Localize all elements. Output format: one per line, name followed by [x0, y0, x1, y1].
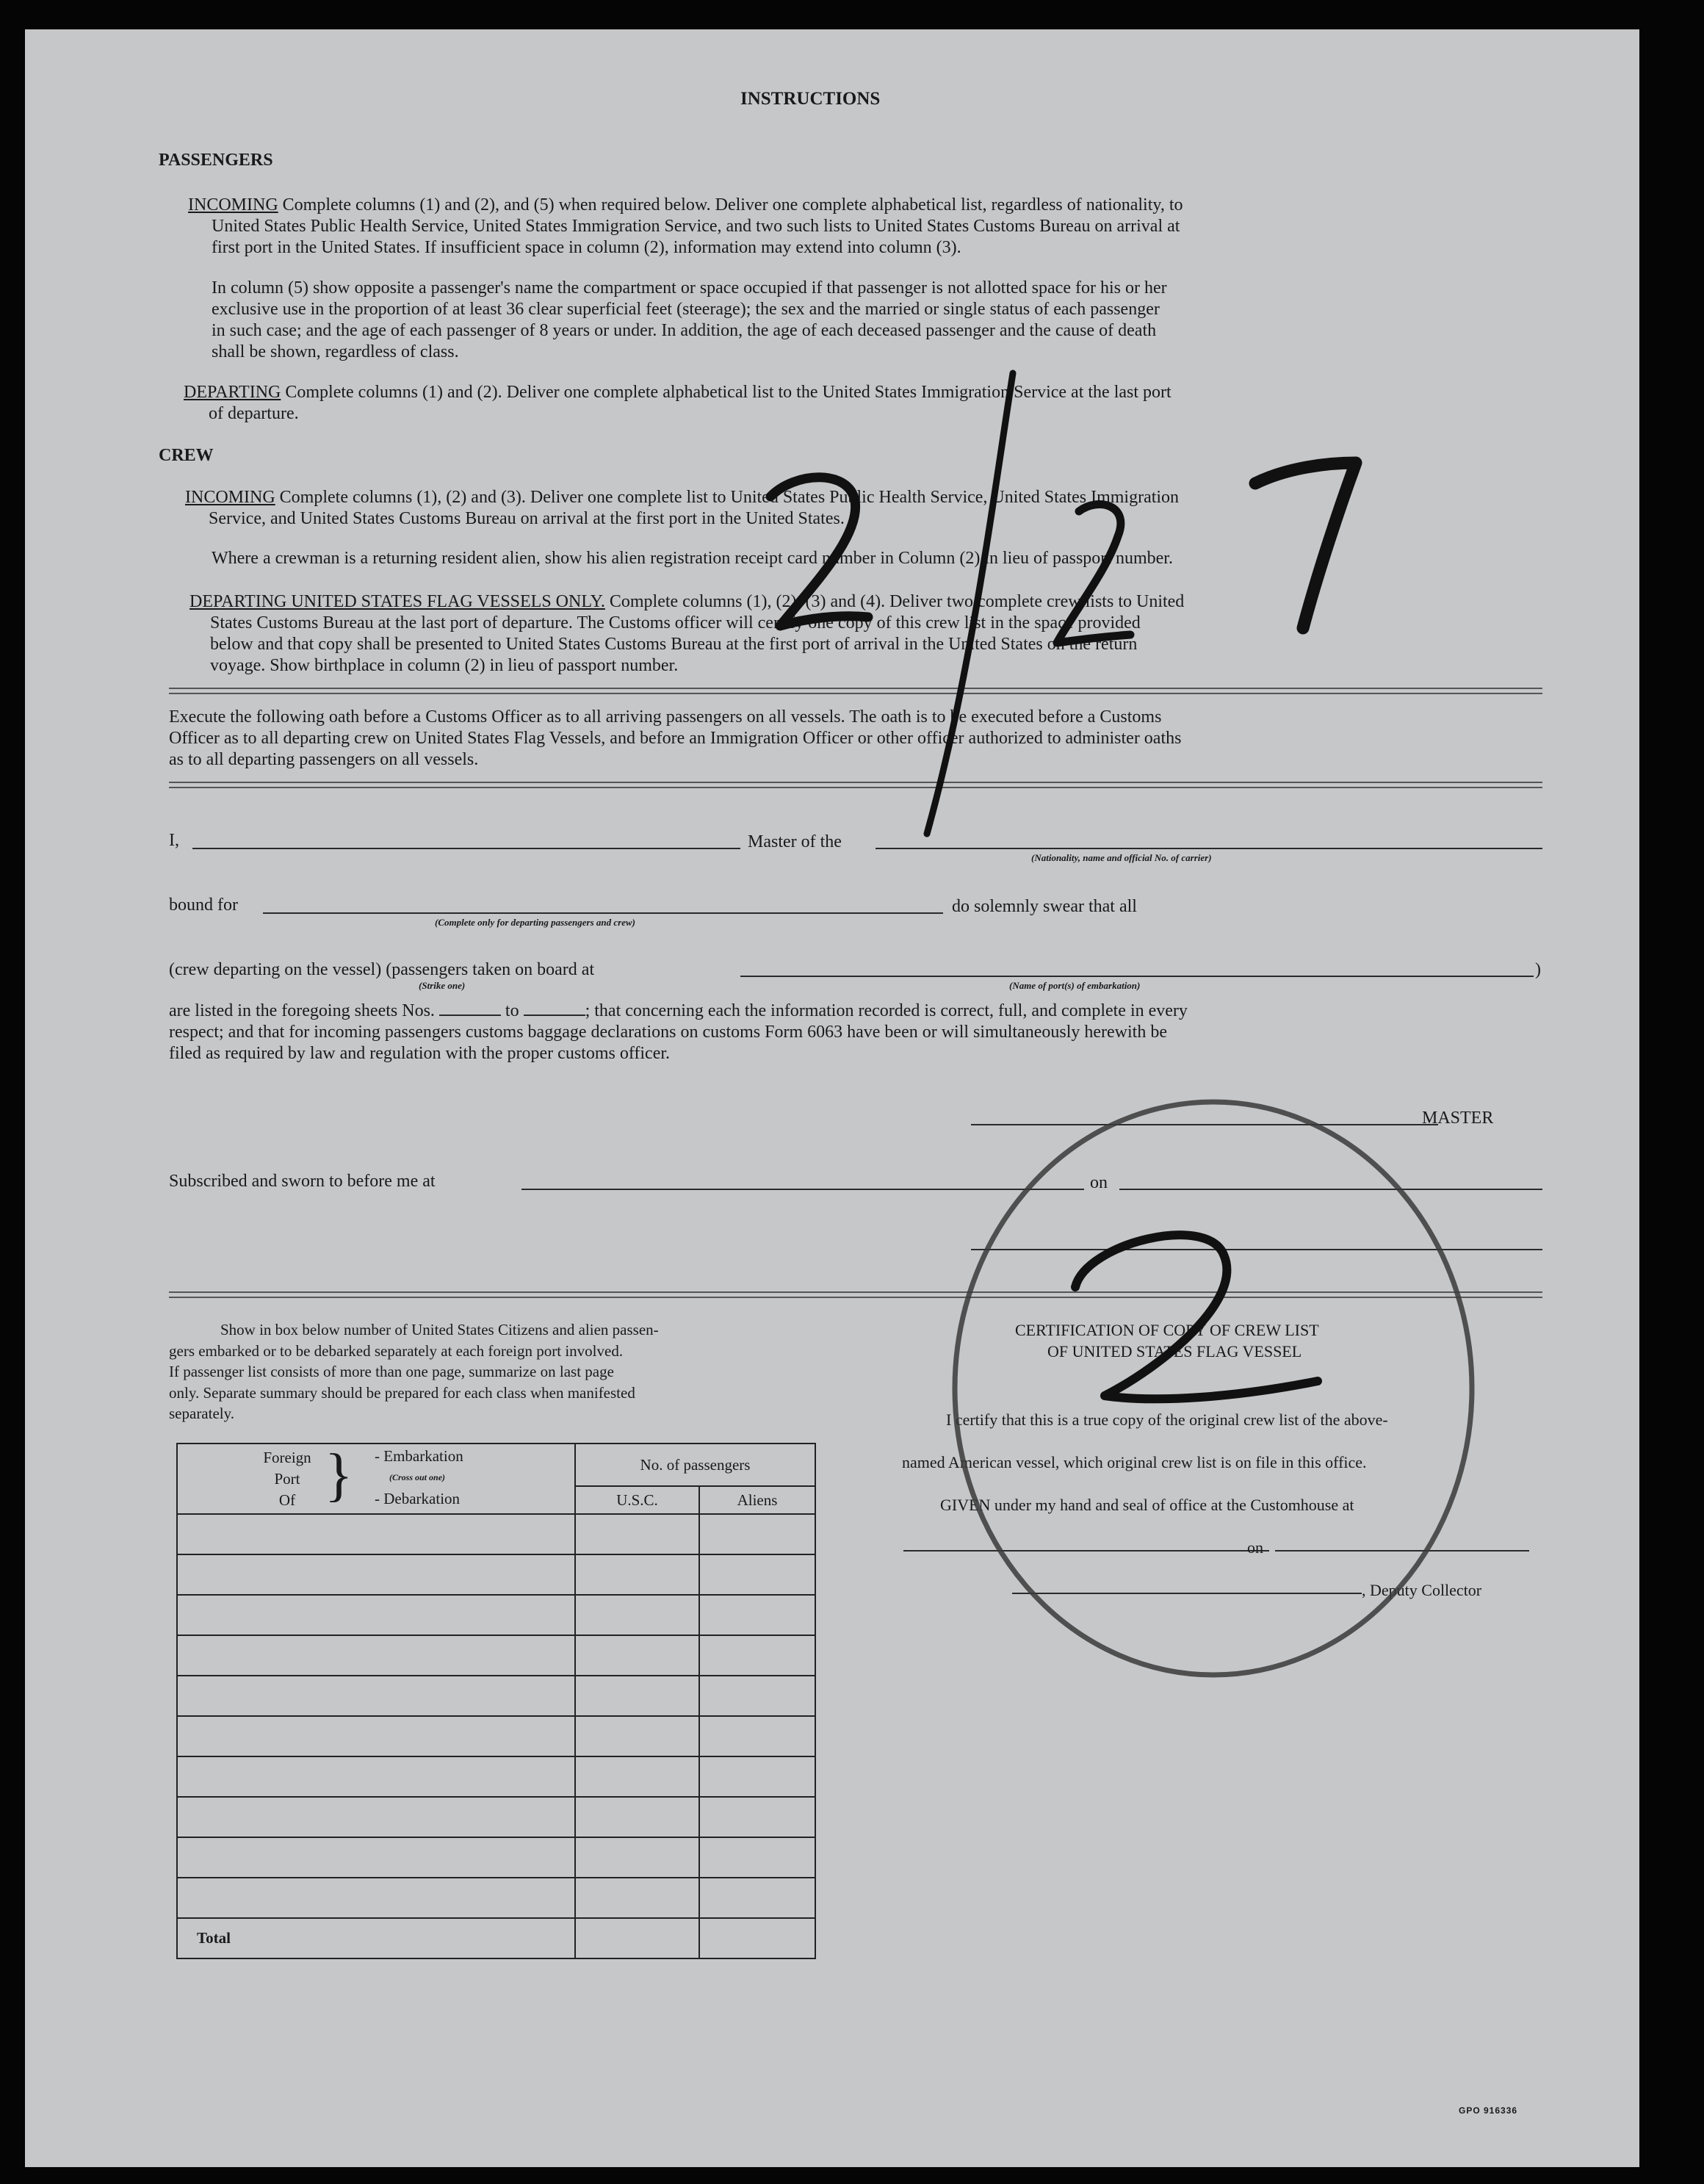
- table-row: [177, 1595, 815, 1635]
- foreign-port-header: Foreign Port Of } - Embarkation (Cross out one) - Debarkation: [177, 1444, 575, 1514]
- total-aliens-cell[interactable]: [699, 1918, 815, 1958]
- aliens-cell[interactable]: [699, 1554, 815, 1595]
- usc-header: U.S.C.: [575, 1486, 699, 1514]
- swear-text: do solemnly swear that all: [952, 897, 1137, 916]
- crew-heading: CREW: [159, 446, 214, 465]
- page-title: INSTRUCTIONS: [740, 89, 881, 109]
- table-row: [177, 1716, 815, 1756]
- port-cell[interactable]: [177, 1595, 575, 1635]
- divider-3: [169, 1291, 1542, 1298]
- aliens-cell[interactable]: [699, 1676, 815, 1716]
- brace-glyph: }: [325, 1443, 353, 1507]
- passengers-departing-label: DEPARTING: [184, 383, 281, 402]
- table-row: [177, 1797, 815, 1837]
- summary-instructions: Show in box below number of United States Citizens and alien passen- gers embarked or to be debarked separately at each foreign port involved. If passenger list consists of more than one page, summarize on last page only. Separate summary should be prepared for each class when manifested separately.: [169, 1321, 659, 1422]
- passengers-incoming-line-3: first port in the United States. If insufficient space in column (2), information may extend into column (3).: [212, 238, 961, 257]
- usc-cell[interactable]: [575, 1595, 699, 1635]
- aliens-cell[interactable]: [699, 1837, 815, 1878]
- usc-cell[interactable]: [575, 1716, 699, 1756]
- usc-cell[interactable]: [575, 1676, 699, 1716]
- passenger-summary-table: [176, 1443, 816, 1959]
- col5-line-3: in such case; and the age of each passenger of 8 years or under. In addition, the age of each deceased passenger and the cause of death: [212, 321, 1157, 340]
- aliens-cell[interactable]: [699, 1797, 815, 1837]
- aliens-cell[interactable]: [699, 1635, 815, 1676]
- sworn-place-field[interactable]: [521, 1189, 1084, 1190]
- usc-cell[interactable]: [575, 1514, 699, 1554]
- crew-incoming-label: INCOMING: [185, 488, 275, 507]
- table-row: [177, 1878, 815, 1918]
- table-row: [177, 1676, 815, 1716]
- certification-on-label: on: [1247, 1538, 1263, 1557]
- certification-text-2: named American vessel, which original crew list is on file in this office.: [902, 1453, 1367, 1471]
- oath-intro-line-1: Execute the following oath before a Customs Officer as to all arriving passengers on all vessels. The oath is to be executed before a Customs: [169, 707, 1162, 727]
- passengers-departing-line-2: of departure.: [209, 404, 299, 423]
- carrier-field[interactable]: [876, 848, 1542, 849]
- certification-text-1: I certify that this is a true copy of the original crew list of the above-: [946, 1410, 1388, 1429]
- divider-1: [169, 688, 1542, 694]
- total-usc-cell[interactable]: [575, 1918, 699, 1958]
- crew-departing-line-2: States Customs Bureau at the last port of departure. The Customs officer will certify one copy of this crew list in the space provided: [210, 613, 1141, 633]
- crew-incoming-line-1: INCOMING Complete columns (1), (2) and (3). Deliver one complete list to United States Public Health Service, United States Immigration: [185, 488, 1180, 507]
- table-row: [177, 1635, 815, 1676]
- aliens-cell[interactable]: [699, 1595, 815, 1635]
- aliens-cell[interactable]: [699, 1514, 815, 1554]
- crew-departing-label: DEPARTING UNITED STATES FLAG VESSELS ONLY.: [189, 592, 605, 611]
- port-cell[interactable]: [177, 1676, 575, 1716]
- aliens-cell[interactable]: [699, 1756, 815, 1797]
- sheet-to-field[interactable]: [524, 1001, 585, 1016]
- sheet-from-field[interactable]: [439, 1001, 501, 1016]
- gpo-code: GPO 916336: [1459, 2105, 1518, 2116]
- port-cell[interactable]: [177, 1878, 575, 1918]
- strike-caption: (Strike one): [419, 980, 466, 991]
- oath-intro-line-3: as to all departing passengers on all vessels.: [169, 750, 479, 769]
- port-cell[interactable]: [177, 1797, 575, 1837]
- listed-line-1: are listed in the foregoing sheets Nos. to ; that concerning each the information recorded is correct, full, and complete in every: [169, 1001, 1188, 1020]
- deputy-signature-field[interactable]: [1012, 1593, 1362, 1594]
- carrier-caption: (Nationality, name and official No. of carrier): [1031, 852, 1212, 863]
- port-cell[interactable]: [177, 1635, 575, 1676]
- passengers-incoming-label: INCOMING: [188, 195, 278, 215]
- port-cell[interactable]: [177, 1716, 575, 1756]
- sworn-date-field[interactable]: [1119, 1189, 1542, 1190]
- bound-for-caption: (Complete only for departing passengers and crew): [435, 917, 635, 928]
- crew-departing-line-3: below and that copy shall be presented to United States Customs Bureau at the first port of arrival in the United States on the return: [210, 635, 1138, 654]
- customhouse-field[interactable]: [903, 1550, 1269, 1551]
- certification-heading-1: CERTIFICATION OF COPY OF CREW LIST: [1015, 1321, 1319, 1339]
- crew-incoming-line-2: Service, and United States Customs Bureau on arrival at the first port in the United States.: [209, 509, 845, 528]
- sworn-on-label: on: [1090, 1173, 1108, 1192]
- port-cell[interactable]: [177, 1756, 575, 1797]
- table-row: [177, 1756, 815, 1797]
- usc-cell[interactable]: [575, 1554, 699, 1595]
- passengers-incoming-line-2: United States Public Health Service, United States Immigration Service, and two such lists to United States Customs Bureau on arrival at: [212, 217, 1180, 236]
- certification-date-field[interactable]: [1275, 1550, 1529, 1551]
- crew-departing-text: (crew departing on the vessel) (passengers taken on board at: [169, 960, 595, 979]
- aliens-header: Aliens: [699, 1486, 815, 1514]
- passengers-incoming-line-1: INCOMING Complete columns (1) and (2), and (5) when required below. Deliver one complete alphabetical list, regardless of nationality, to: [188, 195, 1183, 215]
- usc-cell[interactable]: [575, 1635, 699, 1676]
- port-cell[interactable]: [177, 1554, 575, 1595]
- port-cell[interactable]: [177, 1837, 575, 1878]
- master-signature-field[interactable]: [971, 1124, 1438, 1125]
- aliens-cell[interactable]: [699, 1716, 815, 1756]
- handwritten-digit-7: [1255, 463, 1356, 628]
- passengers-heading: PASSENGERS: [159, 151, 273, 170]
- deputy-collector-label: , Deputy Collector: [1362, 1581, 1482, 1599]
- listed-line-3: filed as required by law and regulation with the proper customs officer.: [169, 1044, 671, 1063]
- officer-signature-field[interactable]: [971, 1249, 1542, 1250]
- table-row: [177, 1554, 815, 1595]
- handwritten-circled-2: [1075, 1235, 1318, 1399]
- col5-line-2: exclusive use in the proportion of at least 36 clear superficial feet (steerage); the sex and the married or single status of each passenger: [212, 300, 1160, 319]
- usc-cell[interactable]: [575, 1756, 699, 1797]
- table-row: [177, 1514, 815, 1554]
- crew-departing-line-4: voyage. Show birthplace in column (2) in lieu of passport number.: [210, 656, 679, 675]
- crew-resident-line: Where a crewman is a returning resident alien, show his alien registration receipt card number in Column (2) in lieu of passport number.: [212, 549, 1173, 568]
- table-row: [177, 1837, 815, 1878]
- bound-for-label: bound for: [169, 895, 238, 915]
- oath-i-label: I,: [169, 831, 179, 850]
- col5-line-4: shall be shown, regardless of class.: [212, 342, 459, 361]
- passengers-departing-line-1: DEPARTING Complete columns (1) and (2). Deliver one complete alphabetical list to the United States Immigration Service at the last port: [184, 383, 1172, 402]
- usc-cell[interactable]: [575, 1797, 699, 1837]
- crew-departing-line-1: DEPARTING UNITED STATES FLAG VESSELS ONLY. Complete columns (1), (2), (3) and (4). Deliver two complete crew lists to United: [189, 592, 1185, 611]
- col5-line-1: In column (5) show opposite a passenger's name the compartment or space occupied if that passenger is not allotted space for his or her: [212, 278, 1167, 298]
- master-label: MASTER: [1422, 1109, 1494, 1128]
- bound-for-field[interactable]: [263, 912, 943, 914]
- listed-line-2: respect; and that for incoming passengers customs baggage declarations on customs Form 6063 have been or will simultaneously herewith be: [169, 1023, 1167, 1042]
- total-label: Total: [177, 1918, 575, 1958]
- oath-intro-line-2: Officer as to all departing crew on United States Flag Vessels, and before an Immigration Officer or other officer authorized to administer oaths: [169, 729, 1182, 748]
- subscribed-label: Subscribed and sworn to before me at: [169, 1172, 436, 1191]
- embarkation-port-field[interactable]: [740, 976, 1534, 977]
- port-cell[interactable]: [177, 1514, 575, 1554]
- master-of-the-label: Master of the: [748, 832, 842, 851]
- aliens-cell[interactable]: [699, 1878, 815, 1918]
- certification-heading-2: OF UNITED STATES FLAG VESSEL: [1047, 1342, 1302, 1361]
- form-page: [25, 29, 1639, 2167]
- close-paren: ): [1535, 960, 1541, 979]
- usc-cell[interactable]: [575, 1837, 699, 1878]
- no-passengers-header: No. of passengers: [575, 1444, 815, 1486]
- certification-text-3: GIVEN under my hand and seal of office at the Customhouse at: [940, 1496, 1354, 1514]
- usc-cell[interactable]: [575, 1878, 699, 1918]
- divider-2: [169, 782, 1542, 788]
- master-name-field[interactable]: [192, 848, 740, 849]
- port-caption: (Name of port(s) of embarkation): [1009, 980, 1141, 991]
